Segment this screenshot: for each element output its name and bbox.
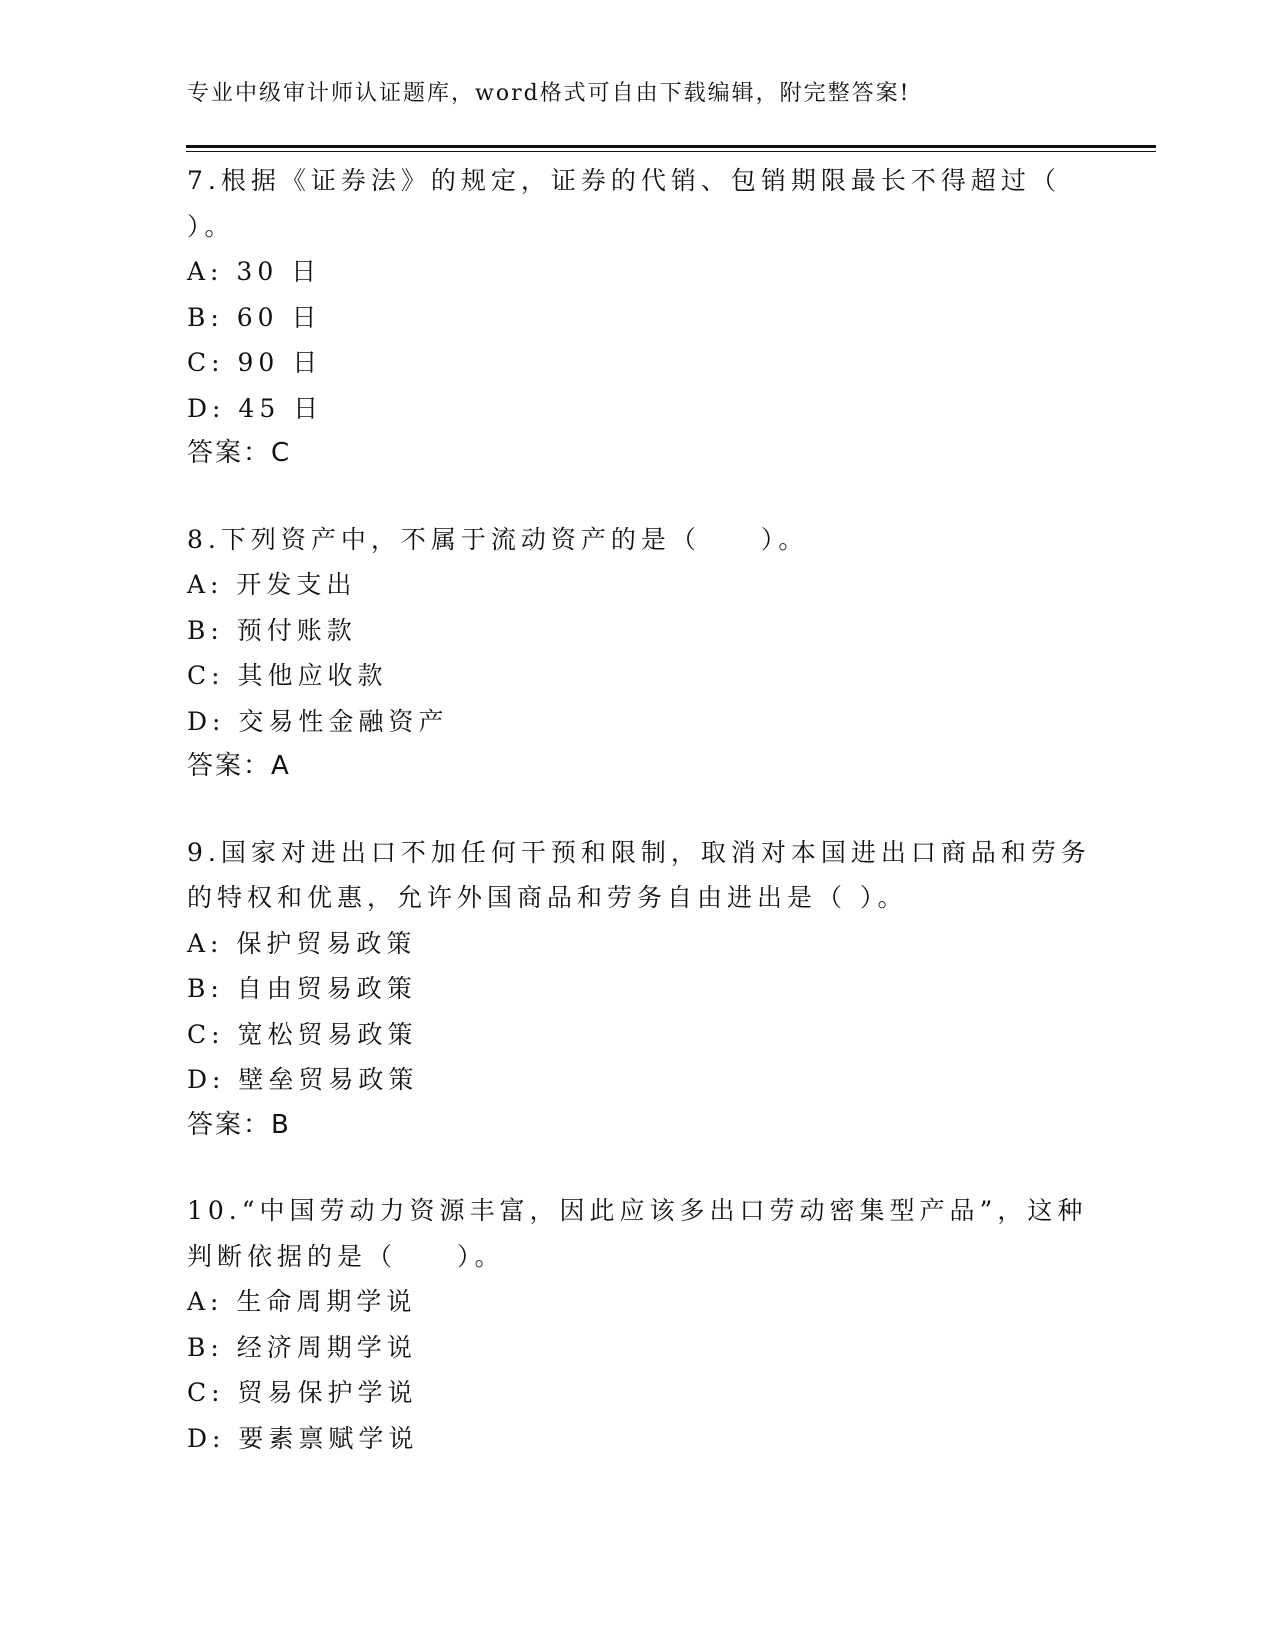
question-10: [187, 1188, 1087, 1461]
option-d: D: 45 日: [187, 393, 324, 423]
option-a: A: 30 日: [187, 257, 322, 286]
question-stem-line: ）。: [187, 211, 235, 241]
option-c: C: 宽松贸易政策: [187, 1019, 418, 1049]
option-b: B: 自由贸易政策: [187, 974, 417, 1003]
option-b: B: 预付账款: [187, 615, 357, 645]
answer: 答案：A: [187, 751, 291, 781]
question-7: [187, 158, 1087, 477]
header-rule-thick: [186, 145, 1156, 148]
option-d: D: 交易性金融资产: [187, 706, 449, 736]
option-d: D: 壁垒贸易政策: [187, 1065, 419, 1094]
question-8: [187, 517, 1087, 790]
option-d: D: 要素禀赋学说: [187, 1423, 419, 1453]
question-stem-line: 的特权和优惠，允许外国商品和劳务自由进出是（ ）。: [187, 883, 908, 912]
question-9: [187, 830, 1091, 1149]
question-stem-line: 9.国家对进出口不加任何干预和限制，取消对本国进出口商品和劳务: [187, 837, 1091, 867]
option-a: A: 保护贸易政策: [187, 928, 417, 958]
question-stem-line: 10.“中国劳动力资源丰富，因此应该多出口劳动密集型产品”，这种: [187, 1196, 1088, 1225]
question-list: [187, 158, 1091, 1501]
option-a: A: 开发支出: [187, 570, 357, 599]
option-a: A: 生命周期学说: [187, 1287, 417, 1316]
option-b: B: 经济周期学说: [187, 1332, 417, 1362]
question-stem-line: 判断依据的是（ ）。: [187, 1241, 505, 1271]
question-stem-line: 7.根据《证券法》的规定，证券的代销、包销期限最长不得超过（: [187, 166, 1061, 195]
header-rule-thin: [186, 151, 1156, 152]
option-b: B: 60 日: [187, 302, 322, 332]
question-stem-line: 8.下列资产中，不属于流动资产的是（ ）。: [187, 524, 809, 554]
answer: 答案：C: [187, 438, 292, 468]
option-c: C: 其他应收款: [187, 661, 388, 690]
option-c: C: 贸易保护学说: [187, 1378, 418, 1407]
page-header: 专业中级审计师认证题库，word格式可自由下载编辑，附完整答案!: [187, 81, 911, 106]
option-c: C: 90 日: [187, 348, 323, 377]
answer: 答案：B: [187, 1109, 291, 1140]
